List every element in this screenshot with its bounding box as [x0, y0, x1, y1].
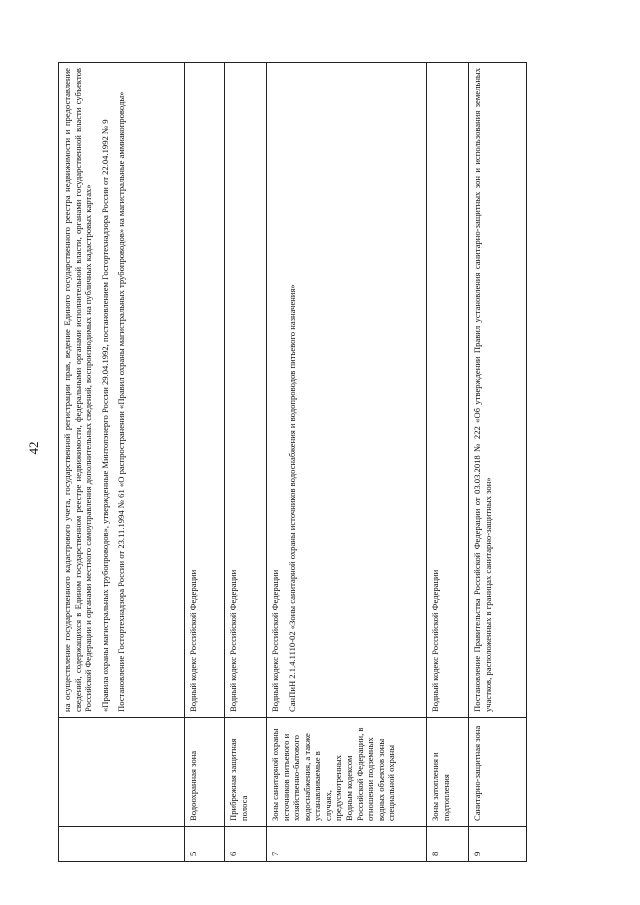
documents-cell: [225, 63, 267, 718]
row-number-cell: 8: [427, 827, 469, 862]
table-row: [225, 63, 267, 862]
row-number-cell: 7: [267, 827, 427, 862]
document-text: «Правила охраны магистральных трубопроводов», утвержденные Минтопэнерго России 29.04.1992, постановлением Госгортехнадзора России от 22.04.1992 № 9: [99, 119, 110, 712]
row-number-cell: 9: [469, 827, 527, 862]
zone-name-cell: Санитарно-защитная зона: [469, 718, 527, 827]
row-number-cell: [59, 827, 185, 862]
table-row: [59, 63, 185, 862]
document-text: на осуществление государственного кадастрового учета, государственной регистрации прав, ведение Единого государственного реестра недвижимости и предоставление сведений, содержащихся в Едином государственном реестре недвижимости, федеральными органами исполнительной власти, органами государственной власти субъектов Российской Федерации и органами местного самоуправления дополнительных сведений, воспроизводимых на публичных кадастровых картах»: [62, 68, 94, 712]
documents-cell: [59, 63, 185, 718]
documents-cell: [427, 63, 469, 718]
zone-name-cell: Зоны затопления и подтопления: [427, 718, 469, 827]
document-text: Постановление Правительства Российской Федерации от 03.03.2018 № 222 «Об утверждении Правил установления санитарно-защитных зон и использования земельных участков, расположенных в границах санитарно-защитных зон»: [472, 68, 493, 712]
row-number-cell: 5: [185, 827, 225, 862]
zone-name-cell: Зоны санитарной охраны источников питьевого и хозяйственно-бытового водоснабжения, а также устанавливаемые в случаях, предусмотренных Водным кодексом Российской Федерации, в отношении подземных водных объектов зоны специальной охраны: [267, 718, 427, 827]
documents-cell: [267, 63, 427, 718]
row-number-cell: 6: [225, 827, 267, 862]
zone-name-cell: Водоохранная зона: [185, 718, 225, 827]
documents-cell: [469, 63, 527, 718]
zones-table: [58, 62, 527, 862]
table-row: [185, 63, 225, 862]
document-text: Водный кодекс Российской Федерации: [430, 569, 440, 712]
documents-cell: [185, 63, 225, 718]
document-text: СанПиН 2.1.4.1110-02 «Зоны санитарной охраны источников водоснабжения и водопроводов питьевого назначения»: [286, 284, 297, 712]
table-row: [427, 63, 469, 862]
page-number: 42: [26, 441, 41, 455]
rotated-page-content: [58, 62, 578, 862]
document-text: Водный кодекс Российской Федерации: [188, 569, 198, 712]
zone-name-cell: [59, 718, 185, 827]
document-text: Постановление Госгортехнадзора России от 23.11.1994 № 61 «О распространении «Правил охраны магистральных трубопроводов» на магистральные аммиакопроводы»: [116, 91, 127, 712]
table-row: [469, 63, 527, 862]
table-row: [267, 63, 427, 862]
zone-name-cell: Прибрежная защитная полоса: [225, 718, 267, 827]
document-text: Водный кодекс Российской Федерации: [270, 569, 280, 712]
document-text: Водный кодекс Российской Федерации: [228, 569, 238, 712]
